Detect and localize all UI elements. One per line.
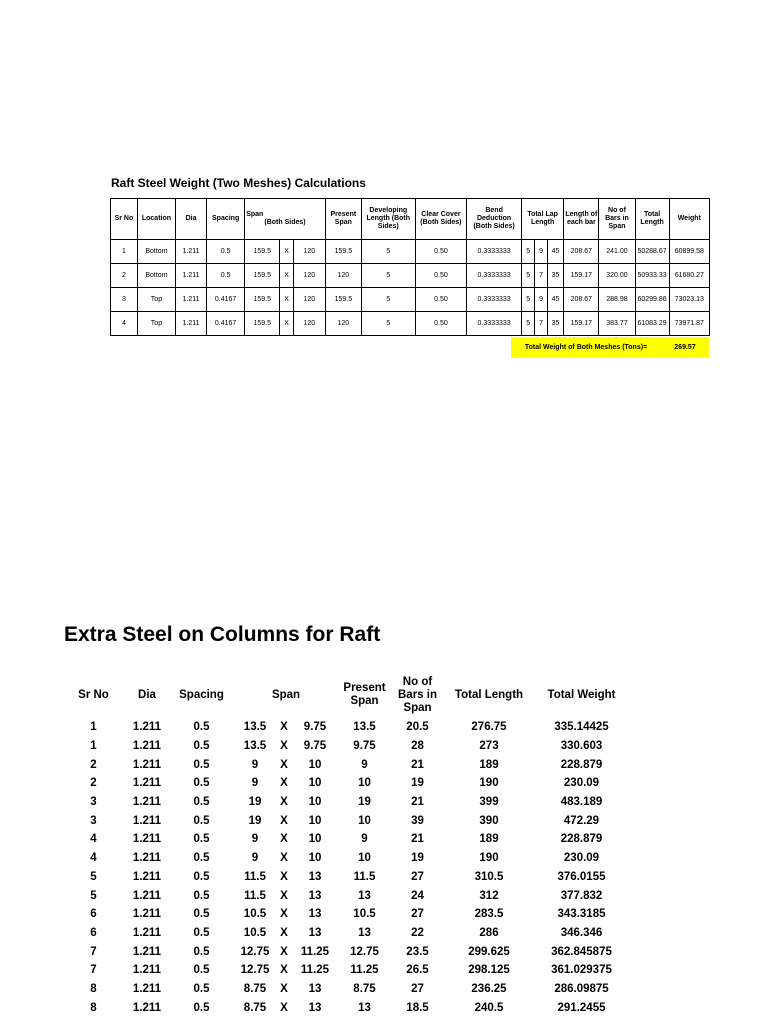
cell-dia: 1.211	[132, 814, 162, 827]
cell-lap3: 35	[547, 264, 564, 288]
cell-bend: 0.3333333	[467, 312, 522, 336]
cell-x: X	[280, 982, 288, 995]
cell-each-bar: 208.67	[564, 240, 599, 264]
cell-dia: 1.211	[132, 777, 162, 790]
table-row	[62, 942, 629, 961]
cell-spacing: 0.5	[193, 926, 210, 939]
cell-sr: 1	[111, 240, 138, 264]
col-header-total-length: Total Length	[454, 688, 524, 701]
header-clear-cover: Clear Cover (Both Sides)	[415, 199, 467, 240]
cell-total-weight: 230.09	[563, 852, 600, 865]
cell-spacing: 0.5	[193, 833, 210, 846]
cell-bars: 39	[411, 814, 424, 827]
cell-present-span: 10	[358, 777, 371, 790]
cell-total-length: 236.25	[471, 982, 507, 995]
cell-present-span: 9	[361, 833, 368, 846]
cell-location: Bottom	[137, 264, 175, 288]
cell-total-weight: 376.0155	[557, 870, 606, 883]
cell-cover: 0.50	[415, 312, 467, 336]
cell-sr: 7	[90, 945, 97, 958]
cell-span-a: 8.75	[243, 982, 267, 995]
cell-lap1: 5	[521, 312, 534, 336]
cell-present-span: 120	[325, 312, 361, 336]
header-spacing: Spacing	[207, 199, 245, 240]
cell-spacing: 0.4167	[207, 312, 245, 336]
cell-location: Top	[137, 312, 175, 336]
cell-bars: 21	[411, 833, 424, 846]
cell-cover: 0.50	[415, 240, 467, 264]
cell-span-a: 13.5	[243, 721, 267, 734]
cell-total-weight: 377.832	[560, 889, 603, 902]
cell-sr: 2	[111, 264, 138, 288]
cell-span-b: 13	[308, 926, 322, 939]
cell-dia: 1.211	[132, 982, 162, 995]
cell-span-b: 9.75	[303, 721, 327, 734]
cell-spacing: 0.4167	[207, 288, 245, 312]
raft-table-body	[111, 240, 710, 336]
cell-span-a: 11.5	[244, 889, 266, 902]
cell-location: Top	[137, 288, 175, 312]
cell-sr: 8	[90, 982, 97, 995]
cell-dia: 1.211	[176, 264, 207, 288]
table-row	[62, 755, 629, 774]
cell-sr: 3	[90, 796, 97, 809]
header-no-of-bars: No of Bars in Span	[599, 199, 635, 240]
cell-total-weight: 230.09	[563, 777, 600, 790]
cell-present-span: 13.5	[353, 721, 376, 734]
cell-dia: 1.211	[132, 889, 162, 902]
cell-x: X	[280, 796, 288, 809]
table-row	[62, 718, 629, 737]
cell-x: X	[280, 740, 288, 753]
cell-dev: 5	[361, 288, 415, 312]
cell-span-b: 120	[293, 240, 325, 264]
raft-steel-table	[110, 198, 710, 336]
cell-span-a: 9	[251, 833, 259, 846]
cell-lap1: 5	[521, 240, 534, 264]
cell-total-length: 61083.29	[635, 312, 669, 336]
cell-spacing: 0.5	[193, 814, 210, 827]
cell-span-b: 10	[308, 833, 322, 846]
table-row	[111, 312, 710, 336]
cell-span-b: 120	[293, 288, 325, 312]
cell-lap2: 7	[535, 264, 547, 288]
table-row	[62, 924, 629, 943]
cell-present-span: 10	[358, 852, 371, 865]
cell-span-b: 13	[308, 870, 322, 883]
cell-x: X	[280, 852, 288, 865]
cell-total-length: 240.5	[474, 1001, 504, 1014]
cell-present-span: 10	[358, 814, 371, 827]
cell-span-b: 13	[308, 889, 322, 902]
cell-total-length: 283.5	[474, 908, 504, 921]
total-weight-label: Total Weight of Both Meshes (Tons)=	[524, 344, 648, 351]
cell-x: X	[280, 758, 288, 771]
cell-present-span: 13	[358, 1001, 371, 1014]
cell-spacing: 0.5	[193, 908, 210, 921]
cell-span-b: 10	[308, 796, 322, 809]
cell-total-length: 60299.86	[635, 288, 669, 312]
cell-dia: 1.211	[176, 312, 207, 336]
cell-x: X	[280, 833, 288, 846]
cell-weight: 73023.13	[669, 288, 709, 312]
cell-dia: 1.211	[132, 852, 162, 865]
cell-dia: 1.211	[132, 833, 162, 846]
table-row	[62, 961, 629, 980]
cell-x: X	[280, 777, 288, 790]
cell-total-weight: 362.845875	[551, 945, 612, 958]
cell-total-weight: 330.603	[560, 740, 603, 753]
cell-total-length: 299.625	[468, 945, 510, 958]
cell-dia: 1.211	[176, 288, 207, 312]
cell-x: X	[280, 240, 293, 264]
header-span-sub: (Both Sides)	[264, 219, 306, 226]
cell-spacing: 0.5	[193, 721, 210, 734]
cell-total-weight: 343.3185	[557, 908, 606, 921]
cell-span-b: 10	[308, 758, 322, 771]
header-present-span: Present Span	[325, 199, 361, 240]
cell-bars: 27	[411, 982, 424, 995]
cell-span-b: 120	[293, 312, 325, 336]
cell-spacing: 0.5	[193, 777, 210, 790]
extra-steel-title: Extra Steel on Columns for Raft	[64, 623, 381, 646]
cell-present-span: 9	[361, 758, 368, 771]
cell-span-a: 159.5	[245, 288, 280, 312]
cell-lap2: 9	[535, 288, 547, 312]
cell-present-span: 13	[358, 889, 371, 902]
cell-dia: 1.211	[132, 964, 162, 977]
cell-lap1: 5	[521, 288, 534, 312]
cell-bend: 0.3333333	[467, 240, 522, 264]
cell-dia: 1.211	[132, 1001, 162, 1014]
cell-span-a: 9	[251, 777, 259, 790]
cell-total-length: 189	[479, 758, 499, 771]
cell-span-a: 8.75	[243, 1001, 267, 1014]
cell-sr: 4	[90, 833, 97, 846]
cell-spacing: 0.5	[193, 740, 210, 753]
table-row	[62, 811, 629, 830]
cell-span-b: 9.75	[303, 740, 327, 753]
cell-lap2: 7	[535, 312, 547, 336]
header-weight: Weight	[669, 199, 709, 240]
table-row	[62, 998, 629, 1017]
cell-dia: 1.211	[132, 796, 162, 809]
extra-steel-table	[62, 672, 629, 1017]
cell-spacing: 0.5	[193, 758, 210, 771]
cell-bars: 21	[411, 758, 424, 771]
cell-x: X	[280, 312, 293, 336]
cell-dev: 5	[361, 264, 415, 288]
header-length-each-bar: Length of each bar	[564, 199, 599, 240]
cell-present-span: 159.5	[325, 288, 361, 312]
cell-weight: 73971.87	[669, 312, 709, 336]
cell-weight: 60899.58	[669, 240, 709, 264]
cell-x: X	[280, 721, 288, 734]
table-row	[62, 849, 629, 868]
cell-bars: 24	[411, 889, 424, 902]
cell-span-a: 19	[248, 796, 262, 809]
cell-total-length: 286	[479, 926, 499, 939]
cell-span-a: 9	[251, 852, 259, 865]
cell-bars: 26.5	[406, 964, 429, 977]
cell-dev: 5	[361, 240, 415, 264]
cell-span-a: 159.5	[245, 312, 280, 336]
cell-x: X	[280, 926, 288, 939]
cell-x: X	[280, 814, 288, 827]
cell-spacing: 0.5	[207, 240, 245, 264]
cell-total-weight: 228.879	[560, 758, 603, 771]
table-row	[62, 980, 629, 999]
cell-dia: 1.211	[132, 758, 162, 771]
cell-total-length: 399	[479, 796, 499, 809]
cell-bars: 383.77	[599, 312, 635, 336]
cell-bars: 241.00	[599, 240, 635, 264]
cell-bars: 27	[411, 908, 424, 921]
table-row	[62, 793, 629, 812]
total-weight-band	[511, 337, 709, 358]
cell-total-length: 390	[479, 814, 499, 827]
cell-sr: 4	[111, 312, 138, 336]
cell-bars: 27	[411, 870, 424, 883]
cell-total-length: 190	[479, 777, 499, 790]
header-span	[245, 199, 326, 240]
cell-span-b: 10	[308, 814, 322, 827]
cell-span-b: 10	[308, 777, 322, 790]
cell-spacing: 0.5	[193, 945, 210, 958]
cell-span-b: 11.25	[300, 945, 330, 958]
cell-total-length: 310.5	[474, 870, 504, 883]
cell-total-weight: 346.346	[560, 926, 603, 939]
cell-each-bar: 208.67	[564, 288, 599, 312]
cell-sr: 3	[90, 814, 97, 827]
cell-lap3: 35	[547, 312, 564, 336]
header-sr-no: Sr No	[111, 199, 138, 240]
cell-span-b: 13	[308, 908, 322, 921]
cell-lap3: 45	[547, 240, 564, 264]
table-row	[62, 737, 629, 756]
table-row	[62, 886, 629, 905]
cell-bars: 19	[411, 777, 424, 790]
cell-span-b: 13	[308, 1001, 322, 1014]
cell-lap2: 9	[535, 240, 547, 264]
cell-dia: 1.211	[132, 926, 162, 939]
cell-sr: 1	[90, 721, 97, 734]
cell-present-span: 10.5	[353, 908, 376, 921]
cell-spacing: 0.5	[193, 852, 210, 865]
cell-present-span: 11.25	[350, 964, 379, 977]
cell-span-b: 10	[308, 852, 322, 865]
cell-spacing: 0.5	[193, 870, 210, 883]
cell-x: X	[280, 964, 288, 977]
cell-spacing: 0.5	[193, 964, 210, 977]
cell-total-weight: 361.029375	[551, 964, 612, 977]
header-bend-deduction: Bend Deduction (Both Sides)	[467, 199, 522, 240]
cell-total-weight: 286.09875	[554, 982, 609, 995]
cell-bend: 0.3333333	[467, 264, 522, 288]
cell-bars: 21	[411, 796, 424, 809]
cell-spacing: 0.5	[193, 1001, 210, 1014]
cell-spacing: 0.5	[207, 264, 245, 288]
cell-span-b: 13	[308, 982, 322, 995]
cell-dev: 5	[361, 312, 415, 336]
header-span-label: Span	[246, 211, 264, 218]
cell-bars: 320.00	[599, 264, 635, 288]
cell-each-bar: 159.17	[564, 264, 599, 288]
cell-cover: 0.50	[415, 288, 467, 312]
header-total-length: Total Length	[635, 199, 669, 240]
col-header-total-weight: Total Weight	[547, 688, 616, 701]
cell-sr: 5	[90, 870, 97, 883]
col-header-sr-no: Sr No	[78, 688, 109, 701]
cell-dia: 1.211	[132, 740, 162, 753]
cell-sr: 7	[90, 964, 97, 977]
cell-sr: 4	[90, 852, 97, 865]
raft-table-title: Raft Steel Weight (Two Meshes) Calculations	[111, 176, 366, 190]
cell-cover: 0.50	[415, 264, 467, 288]
cell-span-a: 12.75	[240, 945, 270, 958]
cell-present-span: 12.75	[350, 945, 379, 958]
extra-table-body	[62, 718, 629, 1017]
cell-x: X	[280, 288, 293, 312]
cell-span-a: 9	[251, 758, 259, 771]
cell-lap3: 45	[547, 288, 564, 312]
cell-bars: 288.98	[599, 288, 635, 312]
cell-present-span: 19	[358, 796, 371, 809]
col-header-span: Span	[271, 688, 301, 701]
cell-sr: 6	[90, 926, 97, 939]
cell-bars: 23.5	[406, 945, 429, 958]
cell-x: X	[280, 945, 288, 958]
cell-x: X	[280, 908, 288, 921]
cell-present-span: 120	[325, 264, 361, 288]
cell-bars: 18.5	[406, 1001, 429, 1014]
cell-span-b: 120	[293, 264, 325, 288]
cell-sr: 3	[111, 288, 138, 312]
cell-bars: 22	[411, 926, 424, 939]
cell-location: Bottom	[137, 240, 175, 264]
cell-dia: 1.211	[176, 240, 207, 264]
cell-sr: 1	[90, 740, 97, 753]
cell-x: X	[280, 870, 288, 883]
cell-span-a: 159.5	[245, 264, 280, 288]
cell-span-a: 12.75	[240, 964, 270, 977]
cell-spacing: 0.5	[193, 982, 210, 995]
cell-span-b: 11.25	[300, 964, 330, 977]
cell-total-length: 50288.67	[635, 240, 669, 264]
cell-span-a: 13.5	[243, 740, 267, 753]
col-header-spacing: Spacing	[179, 688, 224, 701]
cell-span-a: 10.5	[243, 926, 267, 939]
cell-total-weight: 472.29	[563, 814, 600, 827]
cell-total-length: 190	[479, 852, 499, 865]
cell-sr: 5	[90, 889, 97, 902]
cell-x: X	[280, 889, 288, 902]
cell-total-length: 276.75	[471, 721, 507, 734]
cell-present-span: 11.5	[353, 870, 376, 883]
header-location: Location	[137, 199, 175, 240]
cell-bars: 19	[411, 852, 424, 865]
cell-span-a: 11.5	[244, 870, 266, 883]
table-row	[62, 830, 629, 849]
table-row	[111, 264, 710, 288]
cell-total-weight: 335.14425	[554, 721, 609, 734]
col-header-present-span: Present Span	[343, 682, 386, 707]
cell-dia: 1.211	[132, 721, 162, 734]
table-row	[111, 288, 710, 312]
cell-bars: 20.5	[406, 721, 429, 734]
cell-spacing: 0.5	[193, 796, 210, 809]
cell-lap1: 5	[521, 264, 534, 288]
cell-total-length: 50933.33	[635, 264, 669, 288]
table-row	[62, 868, 629, 887]
table-row	[111, 240, 710, 264]
cell-spacing: 0.5	[193, 889, 210, 902]
cell-total-length: 298.125	[468, 964, 510, 977]
cell-total-weight: 291.2455	[557, 1001, 606, 1014]
cell-dia: 1.211	[132, 870, 162, 883]
cell-present-span: 13	[358, 926, 371, 939]
cell-bars: 28	[411, 740, 424, 753]
cell-span-a: 19	[248, 814, 262, 827]
header-total-lap-length: Total Lap Length	[521, 199, 563, 240]
header-developing-length: Developing Length (Both Sides)	[361, 199, 415, 240]
cell-bend: 0.3333333	[467, 288, 522, 312]
cell-span-a: 10.5	[243, 908, 267, 921]
cell-total-length: 273	[479, 740, 499, 753]
table-row	[62, 774, 629, 793]
col-header-dia: Dia	[138, 688, 156, 701]
table-row	[62, 905, 629, 924]
cell-span-a: 159.5	[245, 240, 280, 264]
cell-x: X	[280, 1001, 288, 1014]
cell-x: X	[280, 264, 293, 288]
cell-present-span: 8.75	[353, 982, 376, 995]
cell-total-weight: 228.879	[560, 833, 603, 846]
cell-each-bar: 159.17	[564, 312, 599, 336]
cell-dia: 1.211	[132, 945, 162, 958]
col-header-no-of-bars: No of Bars in Span	[398, 675, 437, 714]
cell-present-span: 9.75	[353, 740, 376, 753]
cell-sr: 8	[90, 1001, 97, 1014]
total-weight-value: 269.57	[674, 344, 696, 351]
cell-sr: 6	[90, 908, 97, 921]
cell-total-weight: 483.189	[560, 796, 603, 809]
header-dia: Dia	[176, 199, 207, 240]
cell-present-span: 159.5	[325, 240, 361, 264]
cell-weight: 61680.27	[669, 264, 709, 288]
cell-total-length: 312	[479, 889, 499, 902]
cell-sr: 2	[90, 777, 97, 790]
cell-total-length: 189	[479, 833, 499, 846]
cell-sr: 2	[90, 758, 97, 771]
cell-dia: 1.211	[132, 908, 162, 921]
